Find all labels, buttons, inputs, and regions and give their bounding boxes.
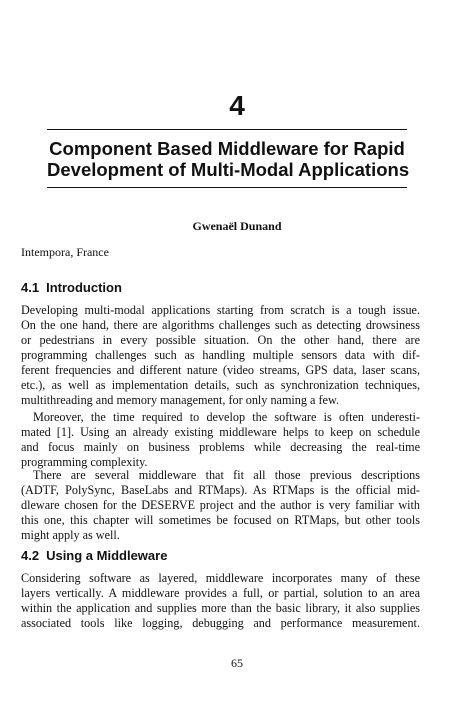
text-line: within the application and supplies more than the basic library, it also supplies	[21, 601, 420, 615]
chapter-title	[47, 138, 410, 180]
text-line: On the one hand, there are algorithms challenges such as detecting drowsiness	[21, 318, 420, 332]
paragraph	[21, 468, 420, 543]
section-title: Using a Middleware	[46, 548, 168, 563]
section-heading-using-middleware	[21, 548, 167, 564]
text-line: and focus mainly on business problems while decreasing the real-time	[21, 440, 420, 454]
text-line: multithreading and memory management, for only naming a few.	[21, 393, 340, 407]
text-line: or pedestrians in every possible situation. On the other hand, there are	[21, 333, 420, 347]
text-line: dleware chosen for the DESERVE project and the author is very familiar with	[21, 498, 420, 512]
text-line: programming challenges such as handling multiple sensors data with dif-	[21, 348, 420, 362]
paragraph	[21, 410, 420, 470]
text-line: Moreover, the time required to develop the software is often underesti-	[33, 410, 420, 424]
text-line: programming complexity.	[21, 455, 148, 469]
chapter-title-line: Development of Multi-Modal Applications	[47, 159, 410, 180]
text-line: layers vertically. A middleware provides a full, or partial, solution to an area	[21, 586, 420, 600]
text-line: mated [1]. Using an already existing middleware helps to keep on schedule	[21, 425, 420, 439]
text-line: Developing multi-modal applications starting from scratch is a tough issue.	[21, 303, 420, 317]
text-line: Considering software as layered, middleware incorporates many of these	[21, 571, 420, 585]
chapter-number: 4	[229, 90, 245, 121]
section-title: Introduction	[46, 280, 122, 295]
section-heading-introduction	[21, 280, 122, 296]
text-line: ferent frequencies and different nature (video streams, GPS data, laser scans,	[21, 363, 420, 377]
text-line: this one, this chapter will sometimes be focused on RTMaps, but other tools	[21, 513, 420, 527]
author-affiliation: Intempora, France	[21, 245, 109, 259]
chapter-title-line: Component Based Middleware for Rapid	[49, 138, 405, 159]
section-number: 4.2	[21, 548, 40, 563]
section-number: 4.1	[21, 280, 40, 295]
text-line: etc.), as well as implementation details, such as synchronization techniques,	[21, 378, 420, 392]
text-line: associated tools like logging, debugging and performance measurement.	[21, 616, 420, 630]
text-line: might apply as well.	[21, 528, 120, 542]
paragraph	[21, 303, 420, 408]
text-line: (ADTF, PolySync, BaseLabs and RTMaps). As RTMaps is the official mid-	[21, 483, 420, 497]
paragraph	[21, 571, 420, 631]
page-number: 65	[231, 656, 243, 670]
title-rule-top	[47, 129, 407, 130]
author-name: Gwenaël Dunand	[192, 219, 282, 233]
text-line: There are several middleware that fit all those previous descriptions	[33, 468, 420, 482]
title-rule-bottom	[47, 187, 407, 188]
